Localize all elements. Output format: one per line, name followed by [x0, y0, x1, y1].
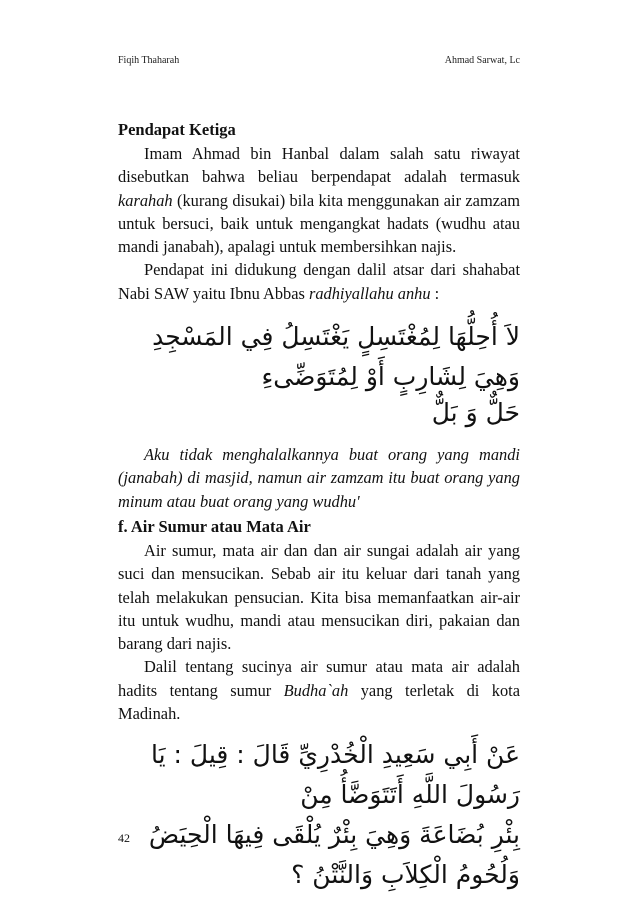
- term-karahah: karahah: [118, 190, 173, 210]
- paragraph-text: yang terletak di kota Madinah.: [118, 680, 520, 724]
- header-author: Ahmad Sarwat, Lc: [444, 55, 520, 66]
- page-content: [118, 118, 520, 895]
- paragraph-air-sumur: Air sumur, mata air dan dan air sungai adalah air yang suci dan mensucikan. Sebab air itu keluar dari tanah yang telah melakukan pensucian. Kita bisa memanfaatkan air-air itu untuk wudhu, mandi atau mensucikan diri, pakaian dan barang dari najis.: [118, 540, 520, 654]
- arabic-hadits-line-1: عَنْ أَبِي سَعِيدِ الْخُدْرِيِّ قَالَ : قِيلَ : يَا رَسُولَ اللَّهِ أَتَتَوَضَّأُ مِنْ: [151, 740, 520, 810]
- arabic-atsar-line-1: لاَ أُحِلُّهَا لِمُغْتَسِلٍ يَغْتَسِلُ فِي المَسْجِدِ وَهِيَ لِشَارِبٍ أَوْ لِمُتَوَضِّىءِ: [152, 322, 520, 392]
- paragraph-imam-ahmad: [118, 142, 520, 258]
- page-number: 42: [118, 831, 130, 845]
- header-book-title: Fiqih Thaharah: [118, 55, 180, 66]
- paragraph-text: Imam Ahmad bin Hanbal dalam salah satu riwayat disebutkan bahwa beliau berpendapat adalah termasuk: [118, 144, 520, 187]
- translation-quote: Aku tidak menghalalkannya buat orang yang mandi (janabah) di masjid, namun air zamzam itu buat orang yang minum atau buat orang yang wudhu': [118, 445, 520, 511]
- paragraph-text: Pendapat ini didukung dengan dalil atsar dari shahabat Nabi SAW yaitu Ibnu Abbas: [118, 260, 520, 303]
- paragraph-text: Dalil tentang sucinya air sumur atau mata air adalah hadits tentang sumur: [118, 657, 520, 700]
- section-title-pendapat-ketiga: Pendapat Ketiga: [118, 120, 236, 139]
- paragraph-text: (kurang disukai) bila kita menggunakan air zamzam untuk bersuci, baik untuk mengangkat hadats (wudhu atau mandi janabah), apalagi untuk membersihkan najis.: [118, 190, 520, 257]
- paragraph-dalil-sumur: [118, 655, 520, 725]
- arabic-atsar-line-2: حَلٌّ وَ بَلٌّ: [431, 398, 520, 428]
- arabic-hadits-line-2: بِئْرِ بُضَاعَةَ وَهِيَ بِئْرٌ يُلْقَى فِيهَا الْحِيَضُ وَلُحُومُ الْكِلاَبِ وَالنَّتْنُ ؟: [148, 820, 520, 890]
- term-budhaah: Budha`ah: [283, 680, 349, 700]
- paragraph-text: :: [430, 283, 440, 303]
- section-title-air-sumur: f. Air Sumur atau Mata Air: [118, 516, 311, 536]
- paragraph-dalil-atsar: [118, 258, 520, 305]
- term-radhiyallahu-anhu: radhiyallahu anhu: [308, 283, 431, 303]
